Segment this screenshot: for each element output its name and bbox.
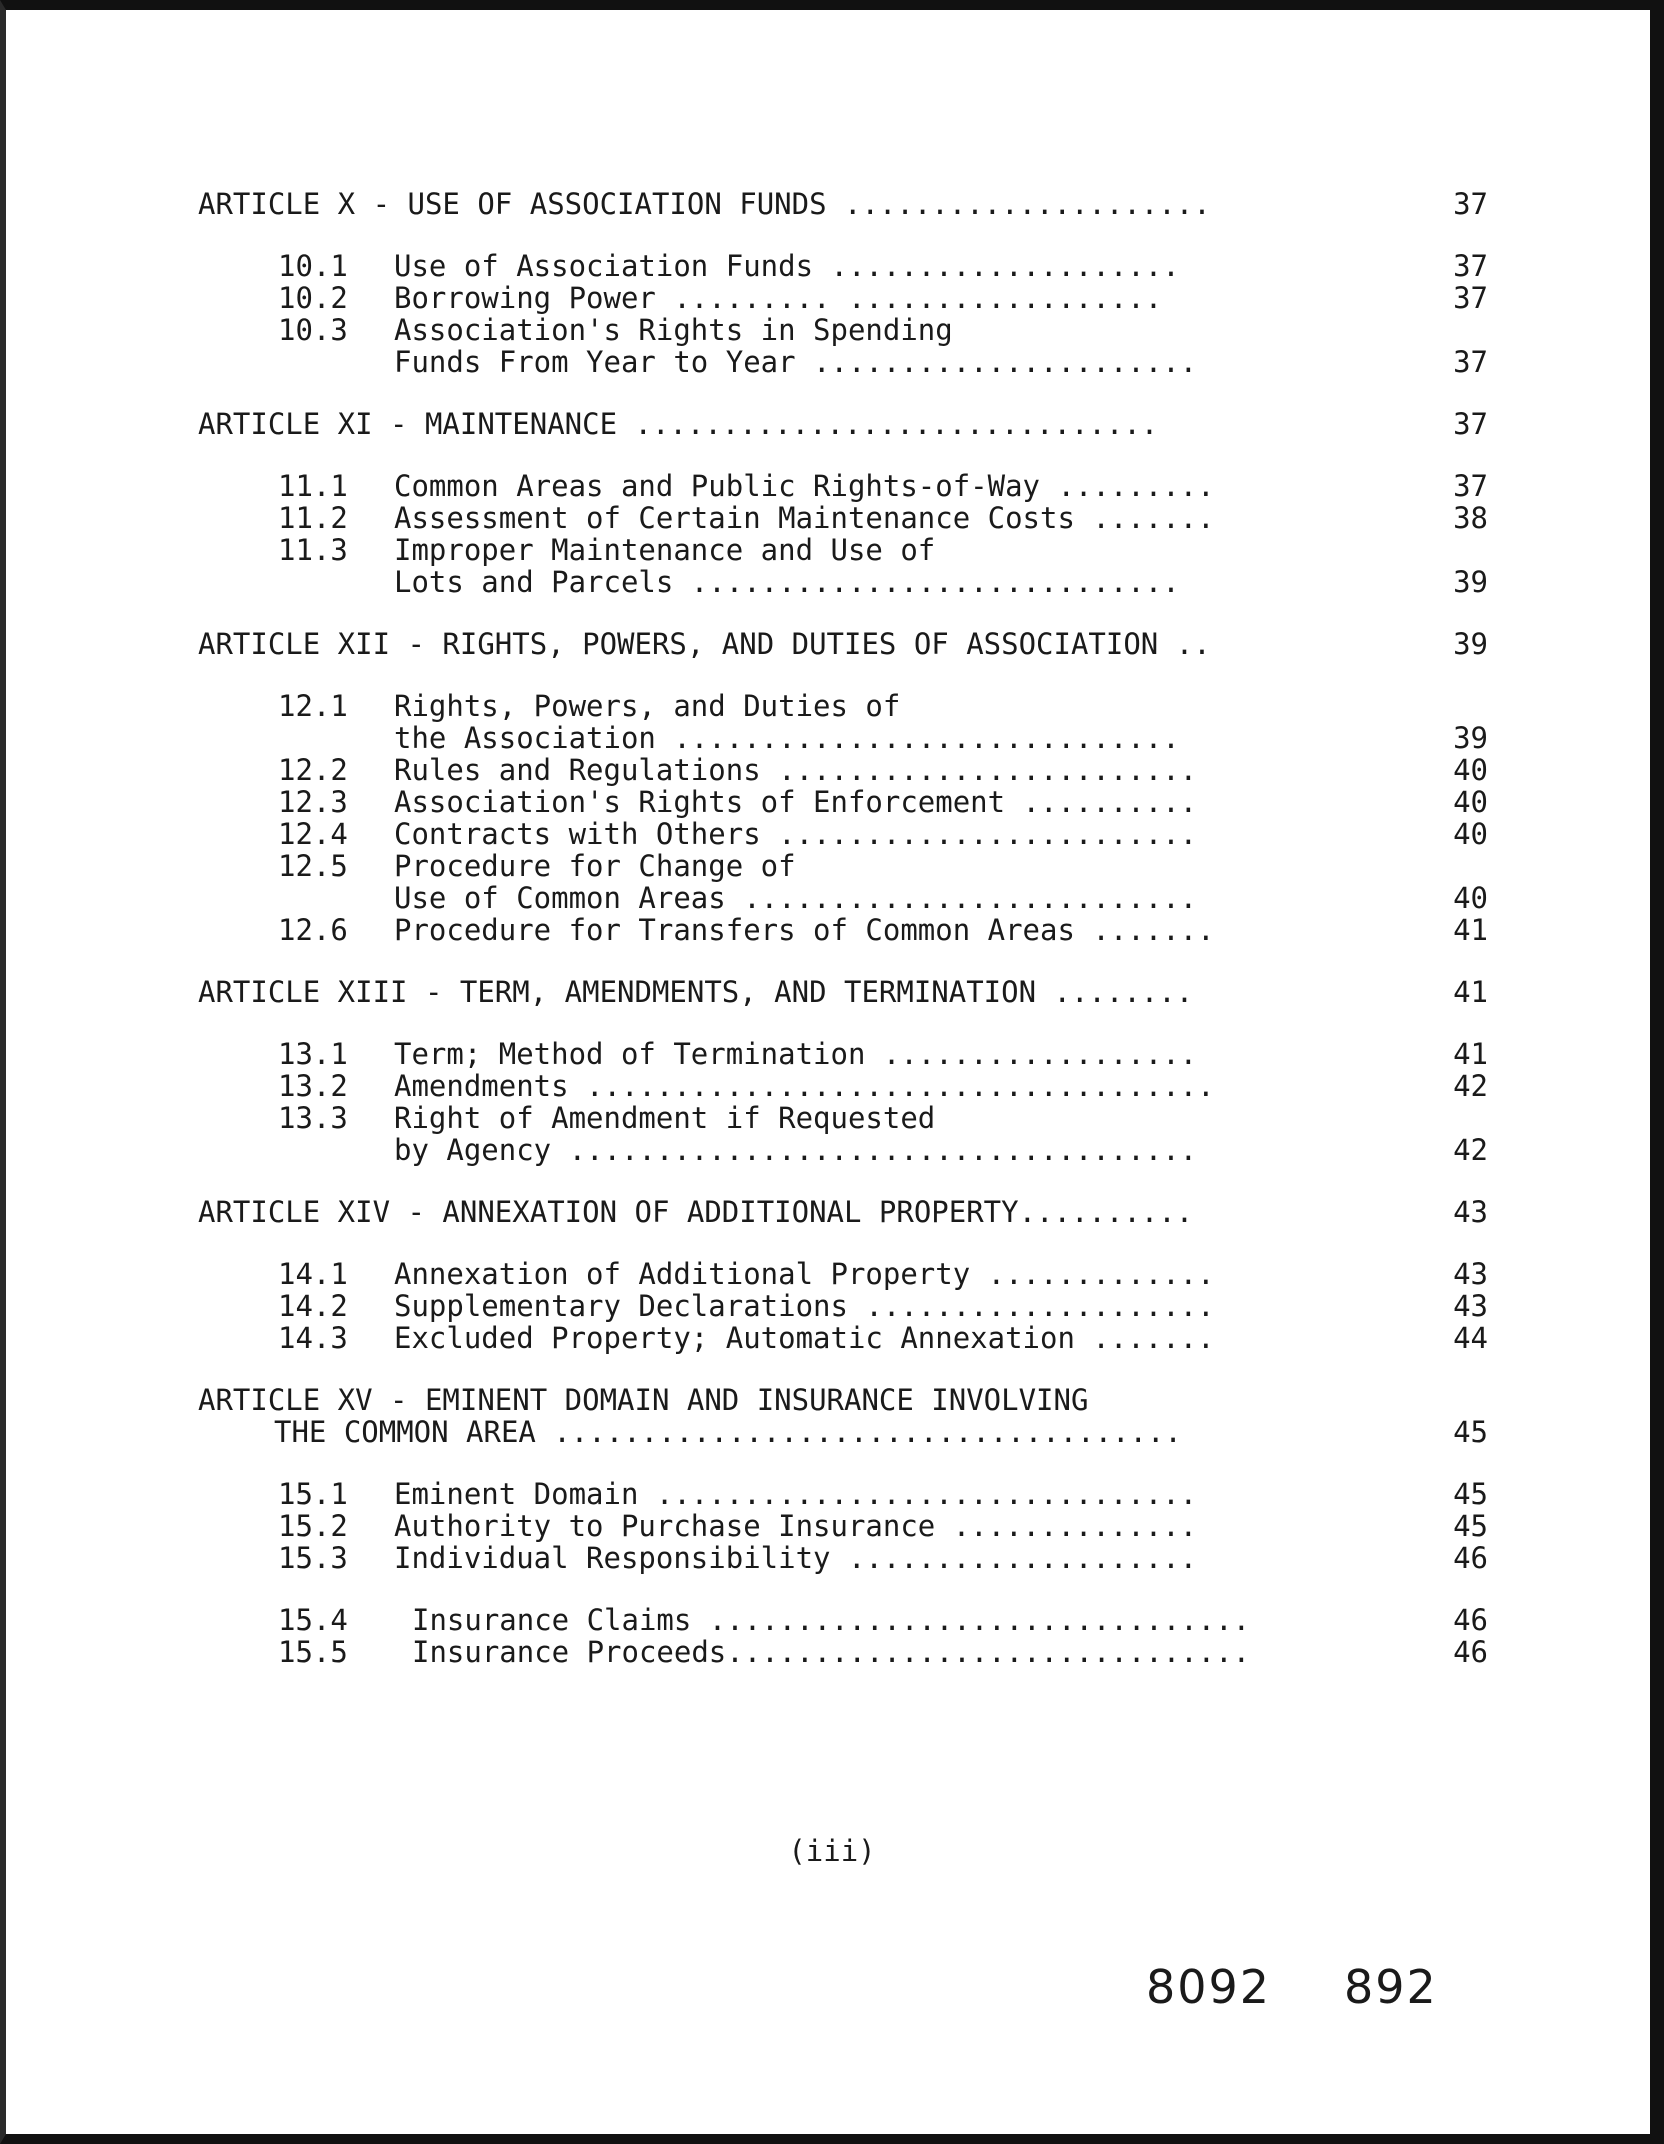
page-number-roman: (iii) [788,1834,876,1868]
toc-spacer [198,1448,1488,1478]
toc-page-number: 40 [1453,785,1488,819]
toc-title: Common Areas and Public Rights-of-Way ......... [394,469,1215,503]
toc-title: Supplementary Declarations .................... [394,1289,1215,1323]
toc-article-heading [198,188,1488,220]
toc-spacer [198,1354,1488,1384]
toc-title: Assessment of Certain Maintenance Costs ....... [394,501,1215,535]
toc-section-entry [198,282,1488,314]
toc-title: ARTICLE X - USE OF ASSOCIATION FUNDS ..................... [198,187,1211,221]
toc-section-number: 12.3 [278,785,348,819]
toc-spacer [198,440,1488,470]
toc-page-number: 43 [1453,1289,1488,1323]
toc-section-entry [198,1478,1488,1510]
toc-page-number: 41 [1453,1037,1488,1071]
toc-section-entry [198,1322,1488,1354]
toc-article-heading-continuation [198,1416,1488,1448]
toc-section-number: 12.5 [278,849,348,883]
toc-spacer [198,1008,1488,1038]
toc-title: the Association ............................. [394,721,1180,755]
toc-section-entry [198,314,1488,346]
toc-page-number: 41 [1453,913,1488,947]
toc-title: Excluded Property; Automatic Annexation ....... [394,1321,1215,1355]
toc-title: Authority to Purchase Insurance .............. [394,1509,1198,1543]
toc-page-number: 39 [1453,565,1488,599]
toc-page-number: 41 [1453,975,1488,1009]
toc-page-number: 40 [1453,753,1488,787]
toc-page-number: 37 [1453,469,1488,503]
toc-page-number: 43 [1453,1257,1488,1291]
toc-section-entry [198,818,1488,850]
toc-title: Amendments .................................... [394,1069,1215,1103]
toc-article-heading [198,408,1488,440]
toc-section-number: 15.2 [278,1509,348,1543]
toc-page-number: 37 [1453,249,1488,283]
toc-page-number: 38 [1453,501,1488,535]
toc-article-heading [198,1196,1488,1228]
toc-section-continuation [198,346,1488,378]
toc-title: Individual Responsibility .................... [394,1541,1198,1575]
toc-section-number: 15.4 [278,1603,348,1637]
toc-section-entry [198,690,1488,722]
toc-page-number: 37 [1453,281,1488,315]
toc-page-number: 37 [1453,187,1488,221]
toc-title: Association's Rights in Spending [394,313,953,347]
toc-section-continuation [198,722,1488,754]
toc-spacer [198,1574,1488,1604]
toc-section-number: 12.4 [278,817,348,851]
toc-page-number: 40 [1453,817,1488,851]
toc-section-entry [198,850,1488,882]
toc-page-number: 37 [1453,407,1488,441]
toc-title: Eminent Domain ............................... [394,1477,1198,1511]
toc-section-number: 14.1 [278,1257,348,1291]
toc-section-number: 12.1 [278,689,348,723]
toc-title: Annexation of Additional Property ............. [394,1257,1215,1291]
toc-article-heading [198,976,1488,1008]
toc-title: THE COMMON AREA .................................... [274,1415,1182,1449]
toc-section-continuation [198,1134,1488,1166]
toc-spacer [198,220,1488,250]
toc-title: Insurance Proceeds.............................. [412,1635,1251,1669]
toc-title: ARTICLE XIV - ANNEXATION OF ADDITIONAL PROPERTY.......... [198,1195,1194,1229]
toc-section-number: 10.1 [278,249,348,283]
toc-page-number: 42 [1453,1133,1488,1167]
bates-number-right: 892 [1344,1960,1438,2014]
toc-section-number: 12.6 [278,913,348,947]
table-of-contents [198,188,1488,1668]
toc-section-entry [198,754,1488,786]
toc-page-number: 39 [1453,721,1488,755]
toc-section-number: 14.2 [278,1289,348,1323]
toc-title: Insurance Claims ............................... [412,1603,1251,1637]
toc-title: Contracts with Others ........................ [394,817,1198,851]
toc-page-number: 45 [1453,1415,1488,1449]
toc-title: Funds From Year to Year ...................... [394,345,1198,379]
toc-title: Use of Association Funds .................... [394,249,1180,283]
toc-page-number: 46 [1453,1635,1488,1669]
toc-section-entry [198,1604,1488,1636]
toc-title: Lots and Parcels ............................ [394,565,1180,599]
toc-title: Association's Rights of Enforcement .......... [394,785,1198,819]
toc-title: Rights, Powers, and Duties of [394,689,901,723]
toc-page-number: 43 [1453,1195,1488,1229]
toc-page-number: 37 [1453,345,1488,379]
toc-spacer [198,1166,1488,1196]
toc-title: Procedure for Change of [394,849,796,883]
toc-section-entry [198,1102,1488,1134]
toc-section-number: 12.2 [278,753,348,787]
toc-section-number: 15.5 [278,1635,348,1669]
toc-title: ARTICLE XV - EMINENT DOMAIN AND INSURANCE INVOLVING [198,1383,1089,1417]
toc-page-number: 46 [1453,1603,1488,1637]
toc-title: ARTICLE XIII - TERM, AMENDMENTS, AND TERMINATION ........ [198,975,1194,1009]
toc-section-number: 13.3 [278,1101,348,1135]
toc-section-number: 11.2 [278,501,348,535]
toc-page-number: 44 [1453,1321,1488,1355]
toc-page-number: 46 [1453,1541,1488,1575]
toc-page-number: 45 [1453,1509,1488,1543]
toc-spacer [198,660,1488,690]
toc-section-entry [198,534,1488,566]
toc-section-entry [198,1258,1488,1290]
toc-section-entry [198,1636,1488,1668]
toc-spacer [198,946,1488,976]
toc-section-number: 14.3 [278,1321,348,1355]
toc-section-number: 15.1 [278,1477,348,1511]
toc-title: Procedure for Transfers of Common Areas ....... [394,913,1215,947]
toc-section-entry [198,470,1488,502]
toc-section-number: 13.2 [278,1069,348,1103]
toc-page-number: 40 [1453,881,1488,915]
toc-title: Use of Common Areas .......................... [394,881,1198,915]
toc-page-number: 39 [1453,627,1488,661]
toc-section-continuation [198,566,1488,598]
toc-title: ARTICLE XII - RIGHTS, POWERS, AND DUTIES OF ASSOCIATION .. [198,627,1211,661]
toc-title: Term; Method of Termination .................. [394,1037,1198,1071]
toc-section-entry [198,1542,1488,1574]
toc-article-heading [198,628,1488,660]
toc-title: Right of Amendment if Requested [394,1101,936,1135]
toc-section-entry [198,250,1488,282]
toc-section-number: 15.3 [278,1541,348,1575]
toc-title: by Agency .................................... [394,1133,1198,1167]
toc-section-entry [198,1038,1488,1070]
toc-section-entry [198,914,1488,946]
toc-page-number: 42 [1453,1069,1488,1103]
toc-title: Borrowing Power ......... .................. [394,281,1163,315]
toc-section-number: 10.3 [278,313,348,347]
toc-spacer [198,598,1488,628]
toc-section-number: 10.2 [278,281,348,315]
toc-spacer [198,1228,1488,1258]
toc-title: Improper Maintenance and Use of [394,533,936,567]
toc-section-entry [198,1290,1488,1322]
toc-section-entry [198,1510,1488,1542]
toc-title: ARTICLE XI - MAINTENANCE .............................. [198,407,1159,441]
toc-section-entry [198,1070,1488,1102]
toc-title: Rules and Regulations ........................ [394,753,1198,787]
toc-section-entry [198,502,1488,534]
toc-spacer [198,378,1488,408]
toc-section-number: 13.1 [278,1037,348,1071]
toc-section-entry [198,786,1488,818]
toc-article-heading [198,1384,1488,1416]
bates-number-left: 8092 [1146,1960,1272,2014]
toc-page-number: 45 [1453,1477,1488,1511]
toc-section-continuation [198,882,1488,914]
toc-section-number: 11.1 [278,469,348,503]
toc-section-number: 11.3 [278,533,348,567]
